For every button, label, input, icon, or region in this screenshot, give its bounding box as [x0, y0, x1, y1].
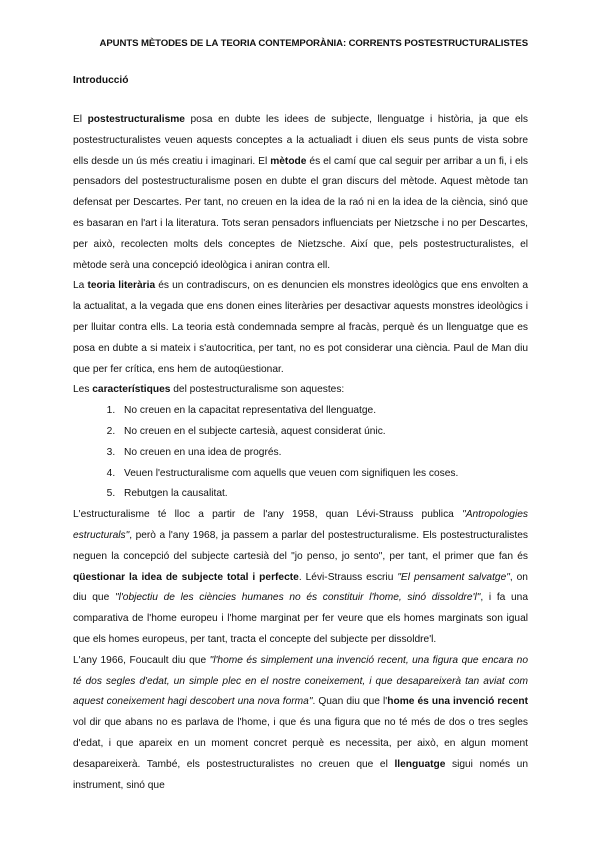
term-postestructuralisme: postestructuralisme	[87, 114, 185, 125]
term-teoria-literaria: teoria literària	[87, 280, 156, 292]
list-item: 4. Veuen l'estructuralisme com aquells que veuen com signifiquen les coses.	[118, 464, 528, 485]
book-title: "Antropologies estructurals"	[73, 509, 528, 541]
list-item: 3. No creuen en una idea de progrés.	[118, 443, 528, 464]
paragraph-teoria-literaria: La teoria literària és un contradiscurs, on es denuncien els monstres ideològics que ens envolten a la actualitat, a la vegada que ens donen eines literàries per desactivar aquests monstres ideològics i per lluitar contra ells. La teoria està condemnada sempre al fracàs, perquè és un llenguatge que es posa en dubte a si mateix i s'autocritica, per tant, no es pot considerar una ciència. Paul de Man diu que per fer crítica, ens hem de autoqüestionar.	[73, 280, 528, 375]
paragraph-estructuralisme: L'estructuralisme té lloc a partir de l'any 1958, quan Lévi-Strauss publica "Antropologies estructurals", però a l'any 1968, ja passem a parlar del postestructuralisme. Els postestructuralistes neguen la concepció del subjecte cartesià del "jo penso, jo sento", per tant, el primer que fan és qüestionar la idea de subjecte total i perfecte. Lévi-Strauss escriu "El pensament salvatge", on diu que "l'objectiu de les ciències humanes no és constituir l'home, sinó dissoldre'l", i fa una comparativa de l'home europeu i l'home marginat per fer veure que els homes marginats son igual que els homes europeus, per tant, tracta el concepte del subjecte per dissoldre'l.	[73, 509, 528, 645]
list-item: 2. No creuen en el subjecte cartesià, aquest considerat únic.	[118, 422, 528, 443]
term-caracteristiques: característiques	[92, 384, 171, 396]
book-title: "El pensament salvatge"	[397, 571, 510, 583]
section-title: Introducció	[73, 75, 129, 86]
quotation: "l'objectiu de les ciències humanes no és constituir l'home, sinó dissoldre'l"	[114, 592, 481, 604]
paragraph-foucault: L'any 1966, Foucault diu que "l'home és simplement una invenció recent, una figura que encara no té dos segles d'edat, un simple plec en el nostre coneixement, i que desapareixerà tan aviat com aquest coneixement hagi descobert una nova forma". Quan diu que l'home és una invenció recent vol dir que abans no es parlava de l'home, i que és una figura que no té més de dos o tres segles d'edat, i que apareix en un moment concret perquè es necessita, per això, en algun moment desapareixerà. També, els postestructuralistes no creuen que el llenguatge sigui només un instrument, sinó que	[73, 654, 529, 791]
list-item: 5. Rebutgen la causalitat.	[118, 484, 528, 505]
term-metode: mètode	[270, 155, 307, 167]
page-header: APUNTS MÈTODES DE LA TEORIA CONTEMPORÀNIA: CORRENTS POSTESTRUCTURALISTES	[99, 38, 528, 49]
quotation: "l'home és simplement una invenció recent, una figura que encara no té dos segles d'edat, un simple plec en el nostre coneixement, i que desapareixerà tan aviat com aquest coneixement hagi descobert una nova forma"	[73, 654, 528, 708]
list-item: 1. No creuen en la capacitat representativa del llenguatge.	[118, 401, 528, 422]
term-qüestionar-subjecte: qüestionar la idea de subjecte total i perfecte	[73, 571, 299, 583]
term-llenguatge: llenguatge	[394, 758, 446, 770]
paragraph-intro: El postestructuralisme posa en dubte les idees de subjecte, llenguatge i història, ja que els postestructuralistes veuen aquests conceptes a la actualiadt i diuen els seus punts de vista sobre ells desde un ús més creatiu i imaginari. El mètode és el camí que cal seguir per arribar a un fi, i els pensadors del postestructuralisme posen en dubte el gran discurs del mètode. Aquest mètode tan defensat per Descartes. Per tant, no creuen en la idea de la raó ni en la idea de la ciència, sinó que es basaran en l'art i la literatura. Tots seran pensadors influenciats per Nietzsche i no per Descartes, per això, recolecten molts dels conceptes de Nietzsche. Així que, pels postestructuralistes, el mètode serà una concepció ideològica i aniran contra ell.	[73, 114, 528, 271]
term-home-invencio: home és una invenció recent	[387, 696, 529, 708]
document-body	[73, 110, 528, 796]
paragraph-caracteristiques: Les característiques del postestructuralisme son aquestes:	[73, 384, 345, 396]
characteristics-list	[73, 401, 528, 505]
